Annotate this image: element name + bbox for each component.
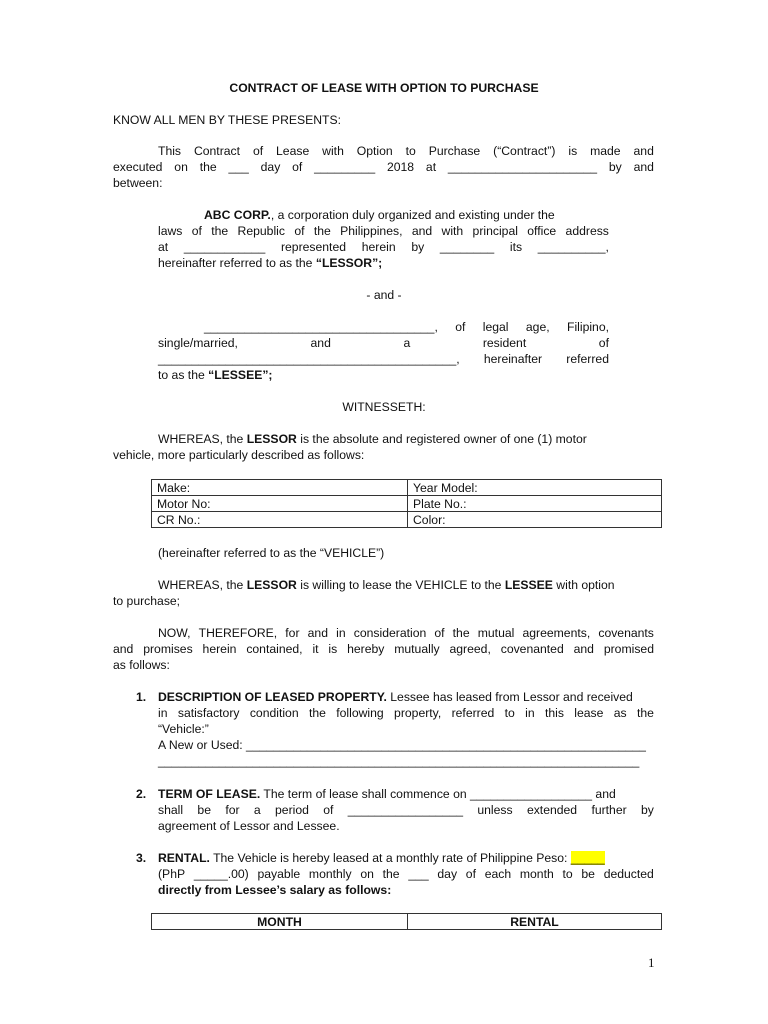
word: and (113, 642, 134, 656)
word: to (405, 144, 416, 158)
word: ___ (228, 160, 249, 174)
word: _________ (314, 160, 376, 174)
whereas-1-line-1: WHEREAS, the LESSOR is the absolute and registered owner of one (1) motor (158, 432, 587, 446)
word: and (307, 626, 328, 640)
word: contained, (246, 642, 303, 656)
word: further (591, 803, 627, 817)
table-row (152, 480, 662, 496)
word: Republic (237, 224, 285, 238)
word: Option (356, 144, 393, 158)
table-row (152, 496, 662, 512)
word: the (637, 706, 654, 720)
now-therefore-line-2 (113, 641, 654, 657)
table-row (152, 914, 662, 930)
whereas-2-line-2: to purchase; (113, 594, 181, 608)
new-or-used-field: A New or Used: ___________________________________________________________ (158, 738, 646, 752)
word: the (211, 224, 229, 238)
word: represented (280, 240, 346, 254)
word: referred (566, 352, 609, 366)
word: the (452, 626, 470, 640)
word: _____.00) (193, 867, 249, 881)
lessor-line-4: hereinafter referred to as the “LESSOR”; (158, 256, 383, 270)
word: a (253, 803, 261, 817)
table-cell: CR No.: (152, 512, 408, 528)
word: its (509, 240, 523, 254)
clause-3-line-2 (158, 866, 654, 882)
clause-2-line-2 (158, 802, 654, 818)
word: day (260, 160, 281, 174)
clause-3-line-1: RENTAL. The Vehicle is hereby leased at a monthly rate of Philippine Peso: _____ (158, 851, 605, 865)
lessor-line-3 (158, 239, 609, 255)
word: __________, (537, 240, 609, 254)
word: with (322, 144, 344, 158)
word: Lease (276, 144, 310, 158)
word: address (565, 224, 609, 238)
word: on (174, 160, 188, 174)
table-row (152, 512, 662, 528)
word: property, (394, 706, 442, 720)
word: hereby (347, 642, 385, 656)
word: satisfactory (177, 706, 240, 720)
clause-2-line-1: TERM OF LEASE. The term of lease shall commence on __________________ and (158, 787, 616, 801)
word: in (336, 626, 346, 640)
word: ________ (439, 240, 495, 254)
clause-1-blank-line: _______________________________________________________________________ (158, 754, 640, 768)
word: the (313, 224, 331, 238)
word: the (199, 160, 217, 174)
word: office (527, 224, 557, 238)
word: period (275, 803, 309, 817)
word: This (158, 144, 182, 158)
witnesseth-heading: WITNESSETH: (342, 400, 426, 414)
word: be (581, 867, 595, 881)
preamble-line-1 (158, 143, 654, 159)
word: by (641, 803, 654, 817)
word: NOW, (158, 626, 191, 640)
word: extended (526, 803, 578, 817)
document-title: CONTRACT OF LEASE WITH OPTION TO PURCHASE (229, 81, 539, 95)
lessee-line-1 (204, 319, 609, 335)
word: _________________ (347, 803, 464, 817)
preamble-line-3: between: (113, 176, 163, 190)
word: executed (113, 160, 163, 174)
word: of (191, 224, 202, 238)
word: agreements, (522, 626, 591, 640)
word: covenanted (500, 642, 564, 656)
vehicle-reference: (hereinafter referred to as the “VEHICLE”) (158, 546, 385, 560)
word: at (158, 240, 169, 254)
word: of (323, 803, 334, 817)
word: by (411, 240, 425, 254)
clause-3-number: 3. (136, 851, 147, 865)
word: to (504, 706, 515, 720)
word: unless (477, 803, 513, 817)
word: consideration (353, 626, 427, 640)
word: lease (574, 706, 604, 720)
month-header: MONTH (152, 914, 408, 930)
word: Contract (193, 144, 241, 158)
word: of (598, 336, 609, 350)
word: ____________________________________________, (158, 352, 460, 366)
word: deducted (603, 867, 654, 881)
rental-table (151, 913, 662, 930)
word: made (590, 144, 621, 158)
word: shall (158, 803, 184, 817)
and-separator: - and - (366, 288, 402, 302)
clause-2-line-3: agreement of Lessor and Lessee. (158, 819, 340, 833)
word: as (613, 706, 627, 720)
word: of (294, 224, 305, 238)
table-cell: Plate No.: (408, 496, 662, 512)
word: is (328, 642, 338, 656)
word: and (310, 336, 331, 350)
lessee-line-3 (158, 351, 609, 367)
intro-line: KNOW ALL MEN BY THESE PRESENTS: (113, 113, 342, 127)
word: mutually (394, 642, 440, 656)
word: and (633, 160, 654, 174)
clause-2-number: 2. (136, 787, 147, 801)
now-therefore-line-3: as follows: (113, 658, 170, 672)
clause-1-line-2 (158, 705, 654, 721)
word: by (608, 160, 622, 174)
word: agreed, (449, 642, 491, 656)
word: 2018 (386, 160, 415, 174)
word: of (434, 626, 445, 640)
clause-1-line-3: “Vehicle:” (158, 722, 209, 736)
word: of (292, 160, 303, 174)
word: Filipino, (567, 320, 609, 334)
table-cell: Color: (408, 512, 662, 528)
table-cell: Make: (152, 480, 408, 496)
word: and (411, 224, 433, 238)
clause-1-number: 1. (136, 690, 147, 704)
word: and (573, 642, 594, 656)
word: ______________________ (447, 160, 598, 174)
word: referred (451, 706, 495, 720)
clause-3-line-3: directly from Lessee’s salary as follows: (158, 883, 392, 897)
word: (“Contract”) (493, 144, 556, 158)
word: day (437, 867, 458, 881)
word: ___ (408, 867, 429, 881)
word: month (519, 867, 554, 881)
lessor-line-2 (158, 223, 609, 239)
word: laws (158, 224, 183, 238)
word: for (285, 626, 300, 640)
word: be (197, 803, 211, 817)
word: following (336, 706, 384, 720)
word: principal (472, 224, 518, 238)
word: of (252, 144, 264, 158)
whereas-1-line-2: vehicle, more particularly described as follows: (113, 448, 365, 462)
peso-amount-highlight: _____ (570, 851, 605, 865)
word: the (382, 867, 400, 881)
rental-header: RENTAL (408, 914, 662, 930)
vehicle-table (151, 479, 662, 528)
lessor-line-1: ABC CORP., a corporation duly organized and existing under the (204, 208, 555, 222)
clause-1-line-1: DESCRIPTION OF LEASED PROPERTY. Lessee has leased from Lessor and received (158, 690, 633, 704)
word: ____________ (183, 240, 266, 254)
word: for (225, 803, 240, 817)
word: Philippines, (340, 224, 403, 238)
word: hereinafter (483, 352, 543, 366)
word: age, (525, 320, 550, 334)
word: condition (249, 706, 299, 720)
word: promised (603, 642, 654, 656)
page-number: 1 (648, 955, 655, 970)
word: monthly (308, 867, 352, 881)
word: in (525, 706, 535, 720)
word: herein (361, 240, 396, 254)
word: the (308, 706, 326, 720)
table-cell: Year Model: (408, 480, 662, 496)
word: herein (202, 642, 237, 656)
word: and (633, 144, 654, 158)
word: to (562, 867, 573, 881)
word: a (403, 336, 411, 350)
word: THEREFORE, (198, 626, 278, 640)
word: is (568, 144, 578, 158)
word: on (360, 867, 374, 881)
word: covenants (598, 626, 654, 640)
whereas-2-line-1: WHEREAS, the LESSOR is willing to lease the VEHICLE to the LESSEE with option (158, 578, 615, 592)
word: Purchase (428, 144, 481, 158)
word: resident (482, 336, 527, 350)
word: at (425, 160, 437, 174)
now-therefore-line-1 (158, 625, 654, 641)
word: (PhP (158, 867, 186, 881)
word: in (158, 706, 168, 720)
table-cell: Motor No: (152, 496, 408, 512)
word: with (441, 224, 464, 238)
lessor-name: ABC CORP. (204, 208, 271, 222)
preamble-line-2 (113, 159, 654, 175)
word: promises (143, 642, 193, 656)
word: it (312, 642, 319, 656)
word: this (544, 706, 564, 720)
word: of (455, 320, 466, 334)
word: each (484, 867, 512, 881)
word: __________________________________, (204, 320, 438, 334)
lessee-line-2 (158, 335, 609, 351)
word: of (465, 867, 476, 881)
word: single/married, (158, 336, 238, 350)
word: payable (257, 867, 301, 881)
word: mutual (477, 626, 515, 640)
lessee-line-4: to as the “LESSEE”; (158, 368, 273, 382)
word: legal (482, 320, 509, 334)
